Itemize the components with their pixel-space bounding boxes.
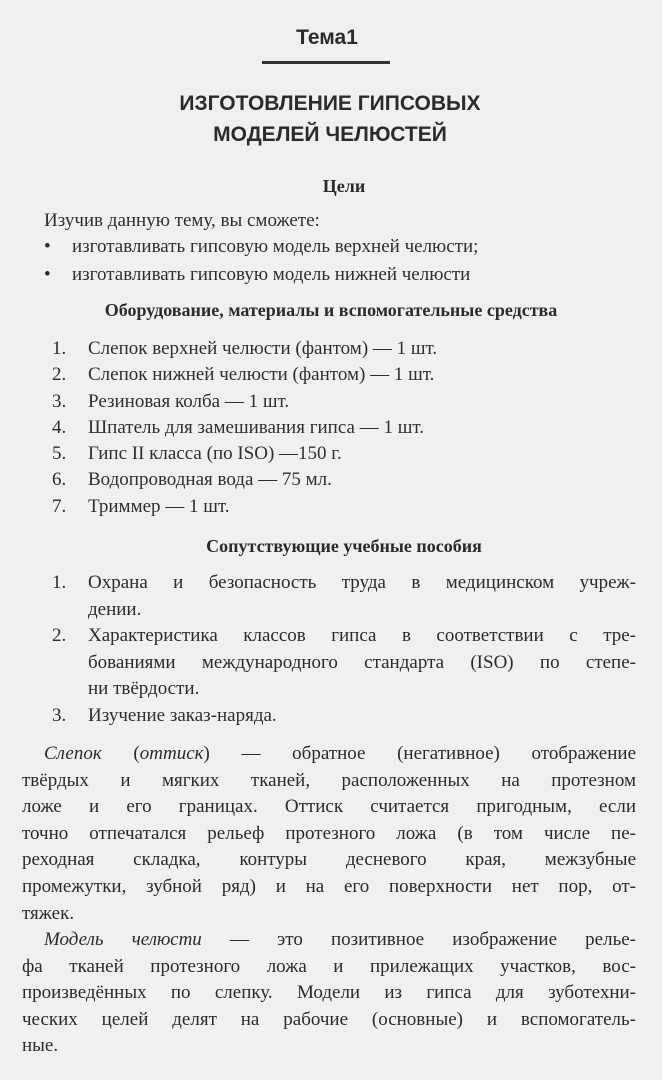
term-model: Модель челюсти: [44, 929, 202, 950]
aids-line: Охрана и безопасность труда в медицинском учреж-: [88, 572, 636, 593]
paragraph-line: промежутки, зубной ряд) и на его поверхности нет пор, от-: [22, 875, 636, 897]
aids-item-1: [88, 570, 636, 623]
aids-line: бованиями международного стандарта (ISO) по степе-: [88, 651, 636, 673]
bullet-icon: •: [44, 236, 51, 257]
list-number: 4.: [52, 417, 67, 438]
equipment-item: Гипс II класса (по ISO) —150 г.: [88, 443, 342, 464]
paragraph-line: ческих целей делят на рабочие (основные) и вспомогатель-: [22, 1008, 636, 1030]
paragraph-line: точно отпечатался рельеф протезного ложа (в том числе пе-: [22, 822, 636, 844]
list-number: 6.: [52, 469, 67, 490]
list-number: 3.: [52, 391, 67, 412]
aids-line: Характеристика классов гипса в соответствии с тре-: [88, 625, 636, 646]
page-title: [80, 88, 580, 150]
paragraph-line: [44, 927, 636, 954]
topic-underline: [262, 61, 390, 64]
list-number: 7.: [52, 496, 67, 517]
paragraph-impression: [22, 741, 636, 927]
equipment-item: Триммер — 1 шт.: [88, 496, 230, 517]
aids-item-2: [88, 623, 636, 703]
paragraph-line: ные.: [22, 1035, 59, 1057]
bullet-icon: •: [44, 264, 51, 285]
list-number: 3.: [52, 705, 67, 726]
paragraph-line: реходная складка, контуры десневого края, межзубные: [22, 849, 636, 871]
list-number: 1.: [52, 572, 67, 593]
paragraph-line: ложе и его границах. Оттиск считается пригодным, если: [22, 796, 636, 818]
aids-line: ни твёрдости.: [88, 678, 200, 699]
goal-item: изготавливать гипсовую модель верхней челюсти;: [72, 236, 479, 257]
equipment-item: Слепок верхней челюсти (фантом) — 1 шт.: [88, 338, 438, 359]
equipment-item: Резиновая колба — 1 шт.: [88, 391, 290, 412]
paragraph-text: ) — обратное (негативное) отображение: [203, 743, 636, 764]
goals-intro: Изучив данную тему, вы сможете:: [44, 210, 320, 231]
term-cast: оттиск: [139, 743, 204, 764]
paragraph-line: [44, 741, 636, 768]
paragraph-line: тяжек.: [22, 902, 75, 924]
list-number: 2.: [52, 625, 67, 646]
title-line-1: ИЗГОТОВЛЕНИЕ ГИПСОВЫХ: [179, 92, 481, 115]
goals-heading: Цели: [322, 176, 366, 196]
paragraph-model: [22, 927, 636, 1060]
topic-label: Тема1: [296, 26, 358, 49]
equipment-item: Слепок нижней челюсти (фантом) — 1 шт.: [88, 364, 435, 385]
paragraph-line: фа тканей протезного ложа и прилежащих участков, вос-: [22, 955, 636, 977]
paragraph-line: произведённых по слепку. Модели из гипса для зуботехни-: [22, 982, 636, 1004]
aids-line: дении.: [88, 598, 142, 620]
term-impression: Слепок: [44, 743, 102, 764]
paragraph-line: твёрдых и мягких тканей, расположенных на протезном: [22, 769, 636, 791]
list-number: 2.: [52, 364, 67, 385]
paragraph-text: — это позитивное изображение релье-: [201, 929, 636, 950]
title-line-2: МОДЕЛЕЙ ЧЕЛЮСТЕЙ: [213, 123, 447, 146]
paren: (: [101, 743, 140, 764]
list-number: 1.: [52, 338, 67, 359]
goal-item: изготавливать гипсовую модель нижней челюсти: [72, 264, 471, 285]
equipment-item: Водопроводная вода — 75 мл.: [88, 469, 332, 490]
equipment-heading: Оборудование, материалы и вспомогательные средства: [104, 300, 558, 320]
equipment-item: Шпатель для замешивания гипса — 1 шт.: [88, 417, 424, 438]
list-number: 5.: [52, 443, 67, 464]
aids-heading: Сопутствующие учебные пособия: [206, 536, 482, 556]
aids-item-3: Изучение заказ-наряда.: [88, 705, 277, 726]
